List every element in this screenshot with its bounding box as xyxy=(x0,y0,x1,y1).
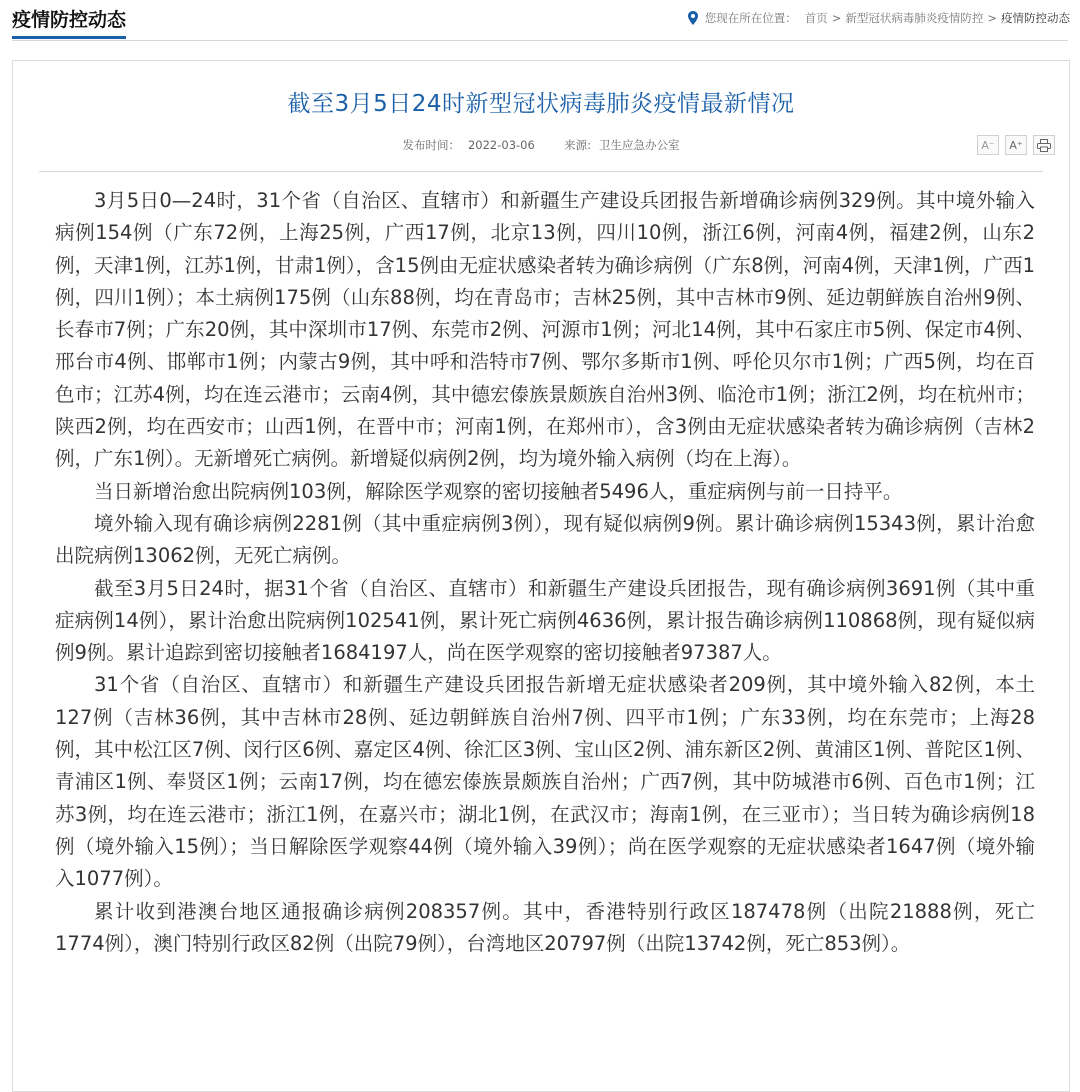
article-paragraph: 3月5日0—24时，31个省（自治区、直辖市）和新疆生产建设兵团报告新增确诊病例329例。其中境外输入病例154例（广东72例，上海25例，广西17例，北京13例，四川10例，浙江6例，河南4例，福建2例，山东2例，天津1例，江苏1例，甘肃1例），含15例由无症状感染者转为确诊病例（广东8例，河南4例，天津1例，广西1例，四川1例）；本土病例175例（山东88例，均在青岛市；吉林25例，其中吉林市9例、延边朝鲜族自治州9例、长春市7例；广东20例，其中深圳市17例、东莞市2例、河源市1例；河北14例，其中石家庄市5例、保定市4例、邢台市4例、邯郸市1例；内蒙古9例，其中呼和浩特市7例、鄂尔多斯市1例、呼伦贝尔市1例；广西5例，均在百色市；江苏4例，均在连云港市；云南4例，其中德宏傣族景颇族自治州3例、临沧市1例；浙江2例，均在杭州市；陕西2例，均在西安市；山西1例，在晋中市；河南1例，在郑州市），含3例由无症状感染者转为确诊病例（吉林2例，广东1例）。无新增死亡病例。新增疑似病例2例，均为境外输入病例（均在上海）。 xyxy=(55,189,1035,471)
print-button[interactable] xyxy=(1033,135,1055,155)
article-paragraph: 31个省（自治区、直辖市）和新疆生产建设兵团报告新增无症状感染者209例，其中境外输入82例，本土127例（吉林36例，其中吉林市28例、延边朝鲜族自治州7例、四平市1例；广东33例，均在东莞市；上海28例，其中松江区7例、闵行区6例、嘉定区4例、徐汇区3例、宝山区2例、浦东新区2例、黄浦区1例、普陀区1例、青浦区1例、奉贤区1例；云南17例，均在德宏傣族景颇族自治州；广西7例，其中防城港市6例、百色市1例；江苏3例，均在连云港市；浙江1例，在嘉兴市；湖北1例，在武汉市；海南1例，在三亚市）；当日转为确诊病例18例（境外输入15例）；当日解除医学观察44例（境外输入39例）；尚在医学观察的无症状感染者1647例（境外输入1077例）。 xyxy=(55,673,1035,891)
article-tools xyxy=(977,135,1055,155)
breadcrumb-separator: > xyxy=(987,11,997,25)
article-meta xyxy=(13,137,1069,153)
article-paragraph: 境外输入现有确诊病例2281例（其中重症病例3例），现有疑似病例9例。累计确诊病例15343例，累计治愈出院病例13062例，无死亡病例。 xyxy=(55,511,1035,568)
article-body xyxy=(55,185,1035,960)
article-paragraph: 累计收到港澳台地区通报确诊病例208357例。其中，香港特别行政区187478例（出院21888例，死亡1774例），澳门特别行政区82例（出院79例），台湾地区20797例（出院13742例，死亡853例）。 xyxy=(55,899,1035,955)
article-divider xyxy=(39,171,1043,172)
increase-font-button[interactable]: A⁺ xyxy=(1005,135,1027,155)
publish-date: 2022-03-06 xyxy=(467,138,535,152)
print-icon xyxy=(1037,139,1051,152)
section-title: 疫情防控动态 xyxy=(12,9,126,39)
publish-label: 发布时间： xyxy=(402,138,460,152)
page-header xyxy=(0,0,1080,44)
article-paragraph: 截至3月5日24时，据31个省（自治区、直辖市）和新疆生产建设兵团报告，现有确诊病例3691例（其中重症病例14例），累计治愈出院病例102541例，累计死亡病例4636例，累计报告确诊病例110868例，现有疑似病例9例。累计追踪到密切接触者1684197人，尚在医学观察的密切接触者97387人。 xyxy=(55,576,1035,665)
source-label: 来源: xyxy=(564,138,592,152)
source-value: 卫生应急办公室 xyxy=(599,138,680,152)
breadcrumb-home-link[interactable]: 首页 xyxy=(804,11,828,25)
decrease-font-button[interactable]: A⁻ xyxy=(977,135,999,155)
breadcrumb-prefix: 您现在所在位置： xyxy=(704,11,797,25)
breadcrumb-covid-link[interactable]: 新型冠状病毒肺炎疫情防控 xyxy=(845,11,984,25)
article-paragraph: 当日新增治愈出院病例103例，解除医学观察的密切接触者5496人，重症病例与前一日持平。 xyxy=(94,479,903,503)
article-title: 截至3月5日24时新型冠状病毒肺炎疫情最新情况 xyxy=(287,91,795,117)
header-divider xyxy=(12,40,1068,41)
location-pin-icon xyxy=(687,11,699,25)
breadcrumb xyxy=(687,10,1070,26)
breadcrumb-current: 疫情防控动态 xyxy=(1001,11,1070,25)
breadcrumb-separator: > xyxy=(831,11,842,25)
article-card xyxy=(12,60,1070,1092)
